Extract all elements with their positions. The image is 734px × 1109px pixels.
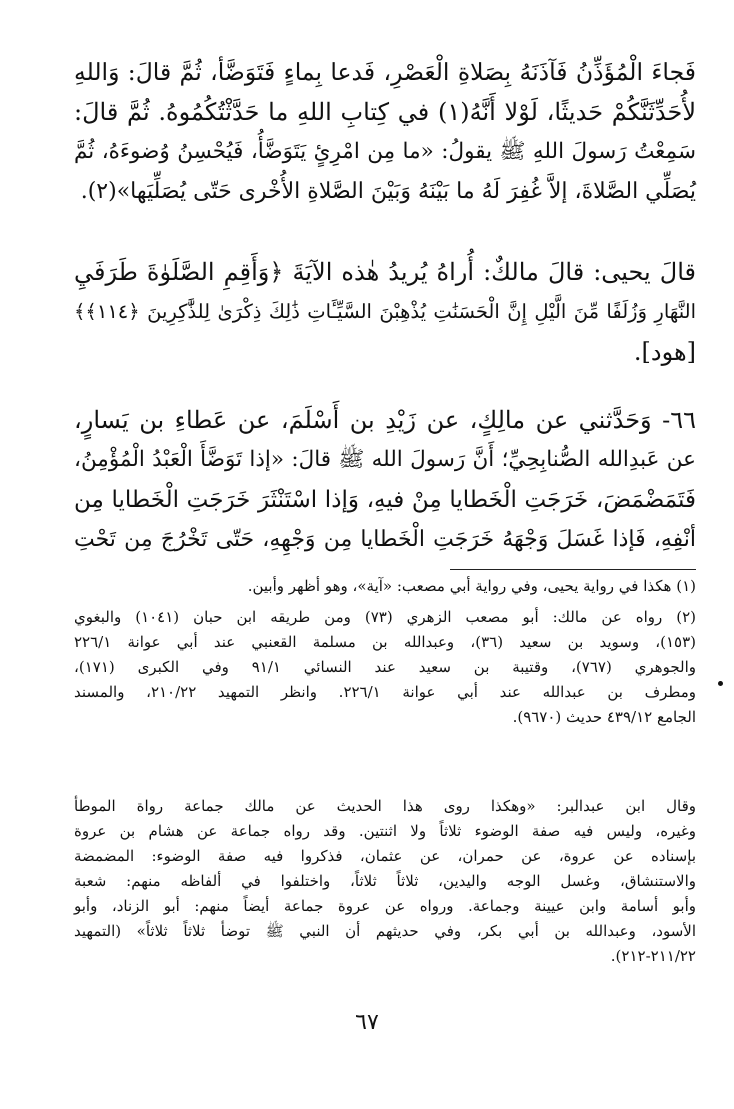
footnote-line: (١) هكذا في رواية يحيى، وفي رواية أبي مصعب: «آية»، وهو أظهر وأبين. (247, 577, 696, 595)
text-line: قالَ يحيى: قالَ مالكٌ: أُراهُ يُريدُ هٰذه الآيَةَ ﴿وَأَقِمِ الصَّلَوٰةَ طَرَفَيِ (74, 258, 696, 286)
page-number: ٦٧ (355, 1010, 379, 1035)
text-line: سَمِعْتُ رَسولَ اللهِ ﷺ يقولُ: «ما مِن امْرِئٍ يَتَوَضَّأُ، فَيُحْسِنُ وُضوءَهُ، ثُمَّ (74, 139, 696, 164)
footnote-2 (74, 605, 696, 730)
footnote-line: ٢١١/٢٢-٢١٢). (610, 947, 696, 965)
main-text-paragraph-1 (74, 52, 696, 212)
main-text-paragraph-2 (74, 252, 696, 372)
hadith-66-paragraph (74, 400, 696, 560)
footnote-line: وأبو أسامة وابن عيينة وجماعة. ورواه عن عروة جماعة أيضاً منهم: أبو الزناد، وأبو (74, 897, 696, 915)
footnote-line: والاستنشاق، وغسل الوجه واليدين، ثلاثاً ثلاثاً، واختلفوا في ألفاظه منهم: شعبة (74, 872, 696, 890)
footnote-line: والجوهري (٧٦٧)، وقتيبة بن سعيد عند النسائي ٩١/١ وفي الكبرى (١٧١)، (74, 658, 696, 676)
footnote-line: ومطرف بن عبدالله عند أبي عوانة ٢٢٦/١. وانظر التمهيد ٢١٠/٢٢، والمسند (74, 683, 697, 701)
footnote-line: بإسناده عن عروة، عن حمران، عن عثمان، فذكروا فيه صفة الوضوء: المضمضة (74, 847, 696, 865)
footnote-2-continuation (74, 794, 696, 969)
footnote-line: الأسود، وعبدالله بن أبي بكر، وفي حديثهم أن النبي ﷺ توضأ ثلاثاً ثلاثاً» (التمهيد (74, 922, 696, 940)
text-line: يُصَلِّي الصَّلاةَ، إلاَّ غُفِرَ لَهُ ما بَيْنَهُ وَبَيْنَ الصَّلاةِ الأُخْرى حَتّى يُصَلِّيَها»(٢). (80, 179, 696, 204)
footnote-line: وقال ابن عبدالبر: «وهكذا روى هذا الحديث عن مالك جماعة رواة الموطأ (74, 797, 696, 815)
text-line: أنْفِهِ، فَإذا غَسَلَ وَجْهَهُ خَرَجَتِ الْخَطايا مِن وَجْهِهِ، حَتّى تَخْرُجَ مِن تَحْتِ (74, 527, 696, 552)
margin-mark (718, 681, 723, 686)
footnote-line: (١٥٣)، وسويد بن سعيد (٣٦)، وعبدالله بن مسلمة القعنبي عند أبي عوانة ٢٢٦/١ (74, 633, 696, 651)
text-line: فَتَمَضْمَضَ، خَرَجَتِ الْخَطايا مِنْ فيهِ، وَإذا اسْتَنْثَرَ خَرَجَتِ الْخَطايا مِن (74, 487, 696, 513)
text-line: عن عَبدِالله الصُّنابِحِيِّ؛ أَنَّ رَسولَ الله ﷺ قالَ: «إذا تَوَضَّأَ الْعَبْدُ الْمُؤْمِنُ، (74, 447, 696, 472)
text-line: لأُحَدِّثَنَّكُمْ حَديثًا، لَوْلا أَنَّهُ(١) في كِتابِ اللهِ ما حَدَّثْتُكُمُوهُ. ثُمَّ قالَ: (74, 98, 697, 126)
text-line: ٦٦- وَحَدَّثني عن مالِكٍ، عن زَيْدِ بن أَسْلَمَ، عن عَطاءِ بن يَسارٍ، (74, 406, 696, 434)
footnote-separator (450, 569, 696, 570)
footnote-1 (74, 574, 696, 599)
text-line: فَجاءَ الْمُؤَذِّنُ فَآذَنَهُ بِصَلاةِ الْعَصْرِ، فَدعا بِماءٍ فَتَوَضَّأ، ثُمَّ قالَ: وَاللهِ (74, 58, 696, 86)
footnote-line: وغيره، وليس فيه صفة الوضوء ثلاثاً ولا اثنتين. وقد رواه جماعة عن هشام بن عروة (74, 822, 696, 840)
text-line: [هود]. (633, 338, 696, 366)
footnote-line: (٢) رواه عن مالك: أبو مصعب الزهري (٧٣) ومن طريقه ابن حبان (١٠٤١) والبغوي (74, 608, 697, 626)
text-line: النَّهَارِ وَزُلَفًا مِّنَ الَّيْلِ إِنَّ الْحَسَنَٰتِ يُذْهِبْنَ السَّيِّـَٔاتِ ذَٰلِكَ ذِكْرَىٰ لِلذَّٰكِرِينَ ﴿١١٤﴾﴾ (74, 300, 696, 323)
footnote-line: الجامع ٤٣٩/١٢ حديث (٩٦٧٠). (512, 708, 696, 726)
